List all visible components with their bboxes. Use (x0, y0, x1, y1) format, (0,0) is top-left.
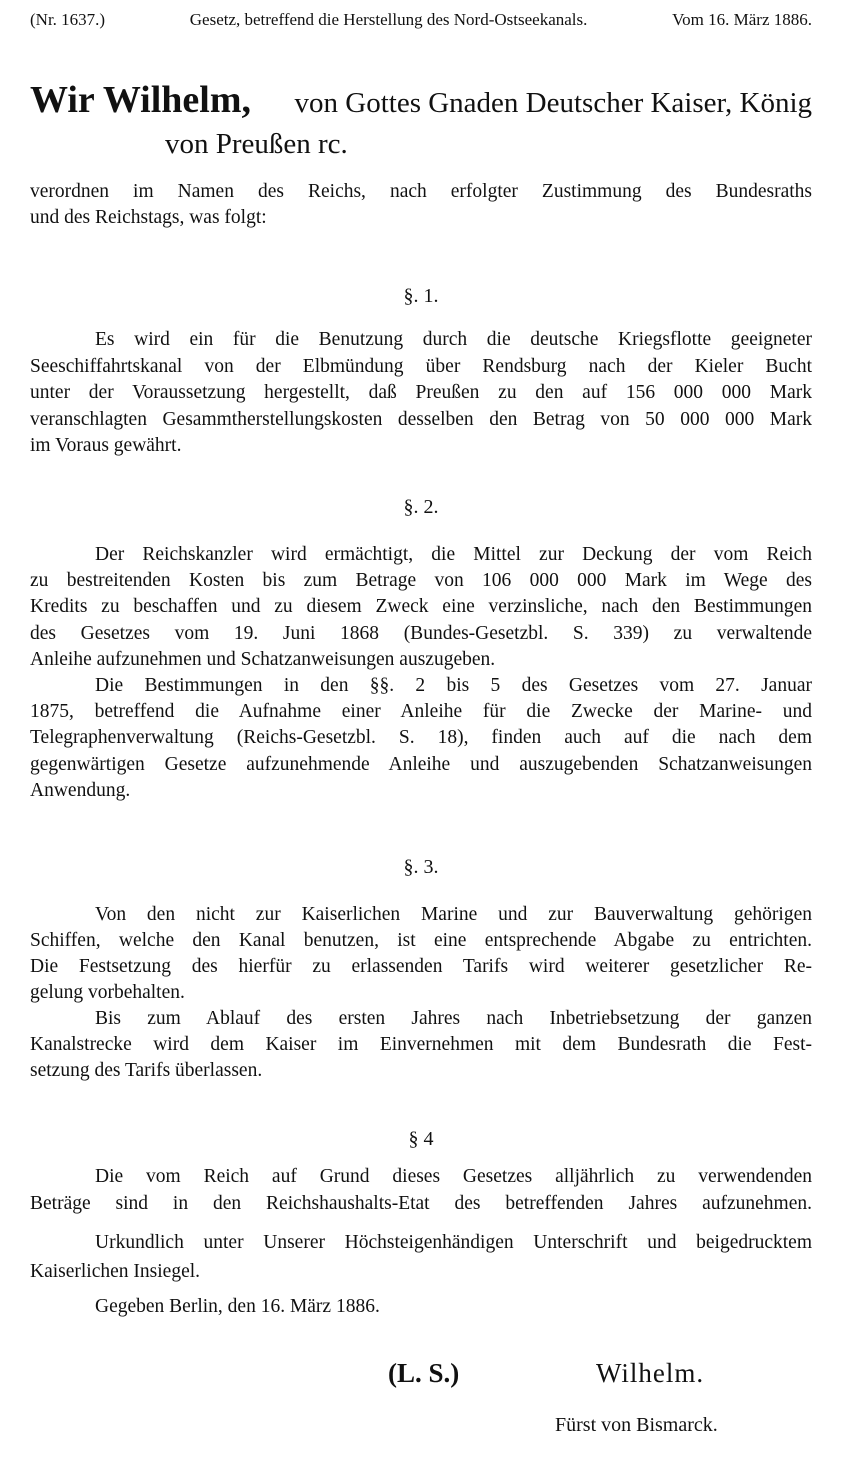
text-line: Kanalstrecke wird dem Kaiser im Einvernehmen mit dem Bundesrath die Fest- (30, 1034, 812, 1055)
text-line: Die Festsetzung des hierfür zu erlassenden Tarifs wird weiterer gesetzlicher Re- (30, 956, 812, 977)
text-line: unter der Voraussetzung hergestellt, daß Preußen zu den auf 156 000 000 Mark (30, 382, 812, 403)
section-heading: §. 3. (403, 856, 439, 878)
running-header (30, 10, 812, 30)
monarch-title-line2: von Preußen rc. (165, 128, 348, 160)
text-line: 1875, betreffend die Aufnahme einer Anleihe für die Zwecke der Marine- und (30, 701, 812, 723)
text-line: Die vom Reich auf Grund dieses Gesetzes alljährlich zu verwendenden (95, 1166, 812, 1187)
text-line: Anwendung. (30, 779, 131, 801)
text-line: Beträge sind in den Reichshaushalts-Etat des betreffenden Jahres aufzunehmen. (30, 1193, 812, 1214)
countersignature: Fürst von Bismarck. (555, 1414, 718, 1436)
preamble-line: und des Reichstags, was folgt: (30, 207, 267, 228)
text-line: Die Bestimmungen in den §§. 2 bis 5 des Gesetzes vom 27. Januar (95, 675, 812, 696)
section-heading: §. 1. (403, 285, 439, 307)
text-line: Schiffen, welche den Kanal benutzen, ist eine entsprechende Abgabe zu entrichten. (30, 930, 812, 951)
monarch-name: Wir Wilhelm, (30, 79, 252, 121)
text-line: im Voraus gewährt. (30, 435, 182, 456)
text-line: zu bestreitenden Kosten bis zum Betrage von 106 000 000 Mark im Wege des (30, 570, 812, 592)
signature: Wilhelm. (596, 1358, 705, 1388)
text-line: Kaiserlichen Insiegel. (30, 1261, 201, 1282)
text-line: Es wird ein für die Benutzung durch die deutsche Kriegsflotte geeigneter (95, 329, 812, 350)
text-line: setzung des Tarifs überlassen. (30, 1060, 263, 1081)
preamble-line: verordnen im Namen des Reichs, nach erfolgter Zustimmung des Bundesraths (30, 181, 812, 202)
text-line: gegenwärtigen Gesetze aufzunehmende Anleihe und auszugebenden Schatzanweisungen (30, 753, 812, 775)
monarch-title: von Gottes Gnaden Deutscher Kaiser, König (294, 87, 812, 119)
proclamation-title (30, 78, 812, 122)
law-number: (Nr. 1637.) (30, 10, 106, 29)
text-line: Gegeben Berlin, den 16. März 1886. (95, 1296, 380, 1317)
seal-mark: (L. S.) (388, 1358, 460, 1388)
text-line: Von den nicht zur Kaiserlichen Marine und zur Bauverwaltung gehörigen (95, 904, 812, 925)
text-line: Urkundlich unter Unserer Höchsteigenhändigen Unterschrift und beigedrucktem (95, 1232, 812, 1253)
law-date: Vom 16. März 1886. (672, 10, 812, 29)
text-line: gelung vorbehalten. (30, 982, 185, 1003)
text-line: des Gesetzes vom 19. Juni 1868 (Bundes-Gesetzbl. S. 339) zu verwaltende (30, 622, 812, 644)
text-line: Seeschiffahrtskanal von der Elbmündung über Rendsburg nach der Kieler Bucht (30, 355, 812, 377)
section-heading: §. 2. (403, 496, 439, 518)
text-line: Telegraphenverwaltung (Reichs-Gesetzbl. S. 18), finden auch auf die nach dem (30, 727, 812, 749)
text-line: Bis zum Ablauf des ersten Jahres nach Inbetriebsetzung der ganzen (95, 1008, 812, 1029)
text-line: Kredits zu beschaffen und zu diesem Zweck eine verzinsliche, nach den Bestimmungen (30, 596, 812, 618)
text-line: veranschlagten Gesammtherstellungskosten desselben den Betrag von 50 000 000 Mark (30, 408, 812, 430)
section-heading: § 4 (408, 1128, 434, 1150)
law-title: Gesetz, betreffend die Herstellung des Nord-Ostseekanals. (189, 10, 588, 29)
text-line: Anleihe aufzunehmen und Schatzanweisungen auszugeben. (30, 648, 496, 670)
text-line: Der Reichskanzler wird ermächtigt, die Mittel zur Deckung der vom Reich (95, 544, 812, 565)
